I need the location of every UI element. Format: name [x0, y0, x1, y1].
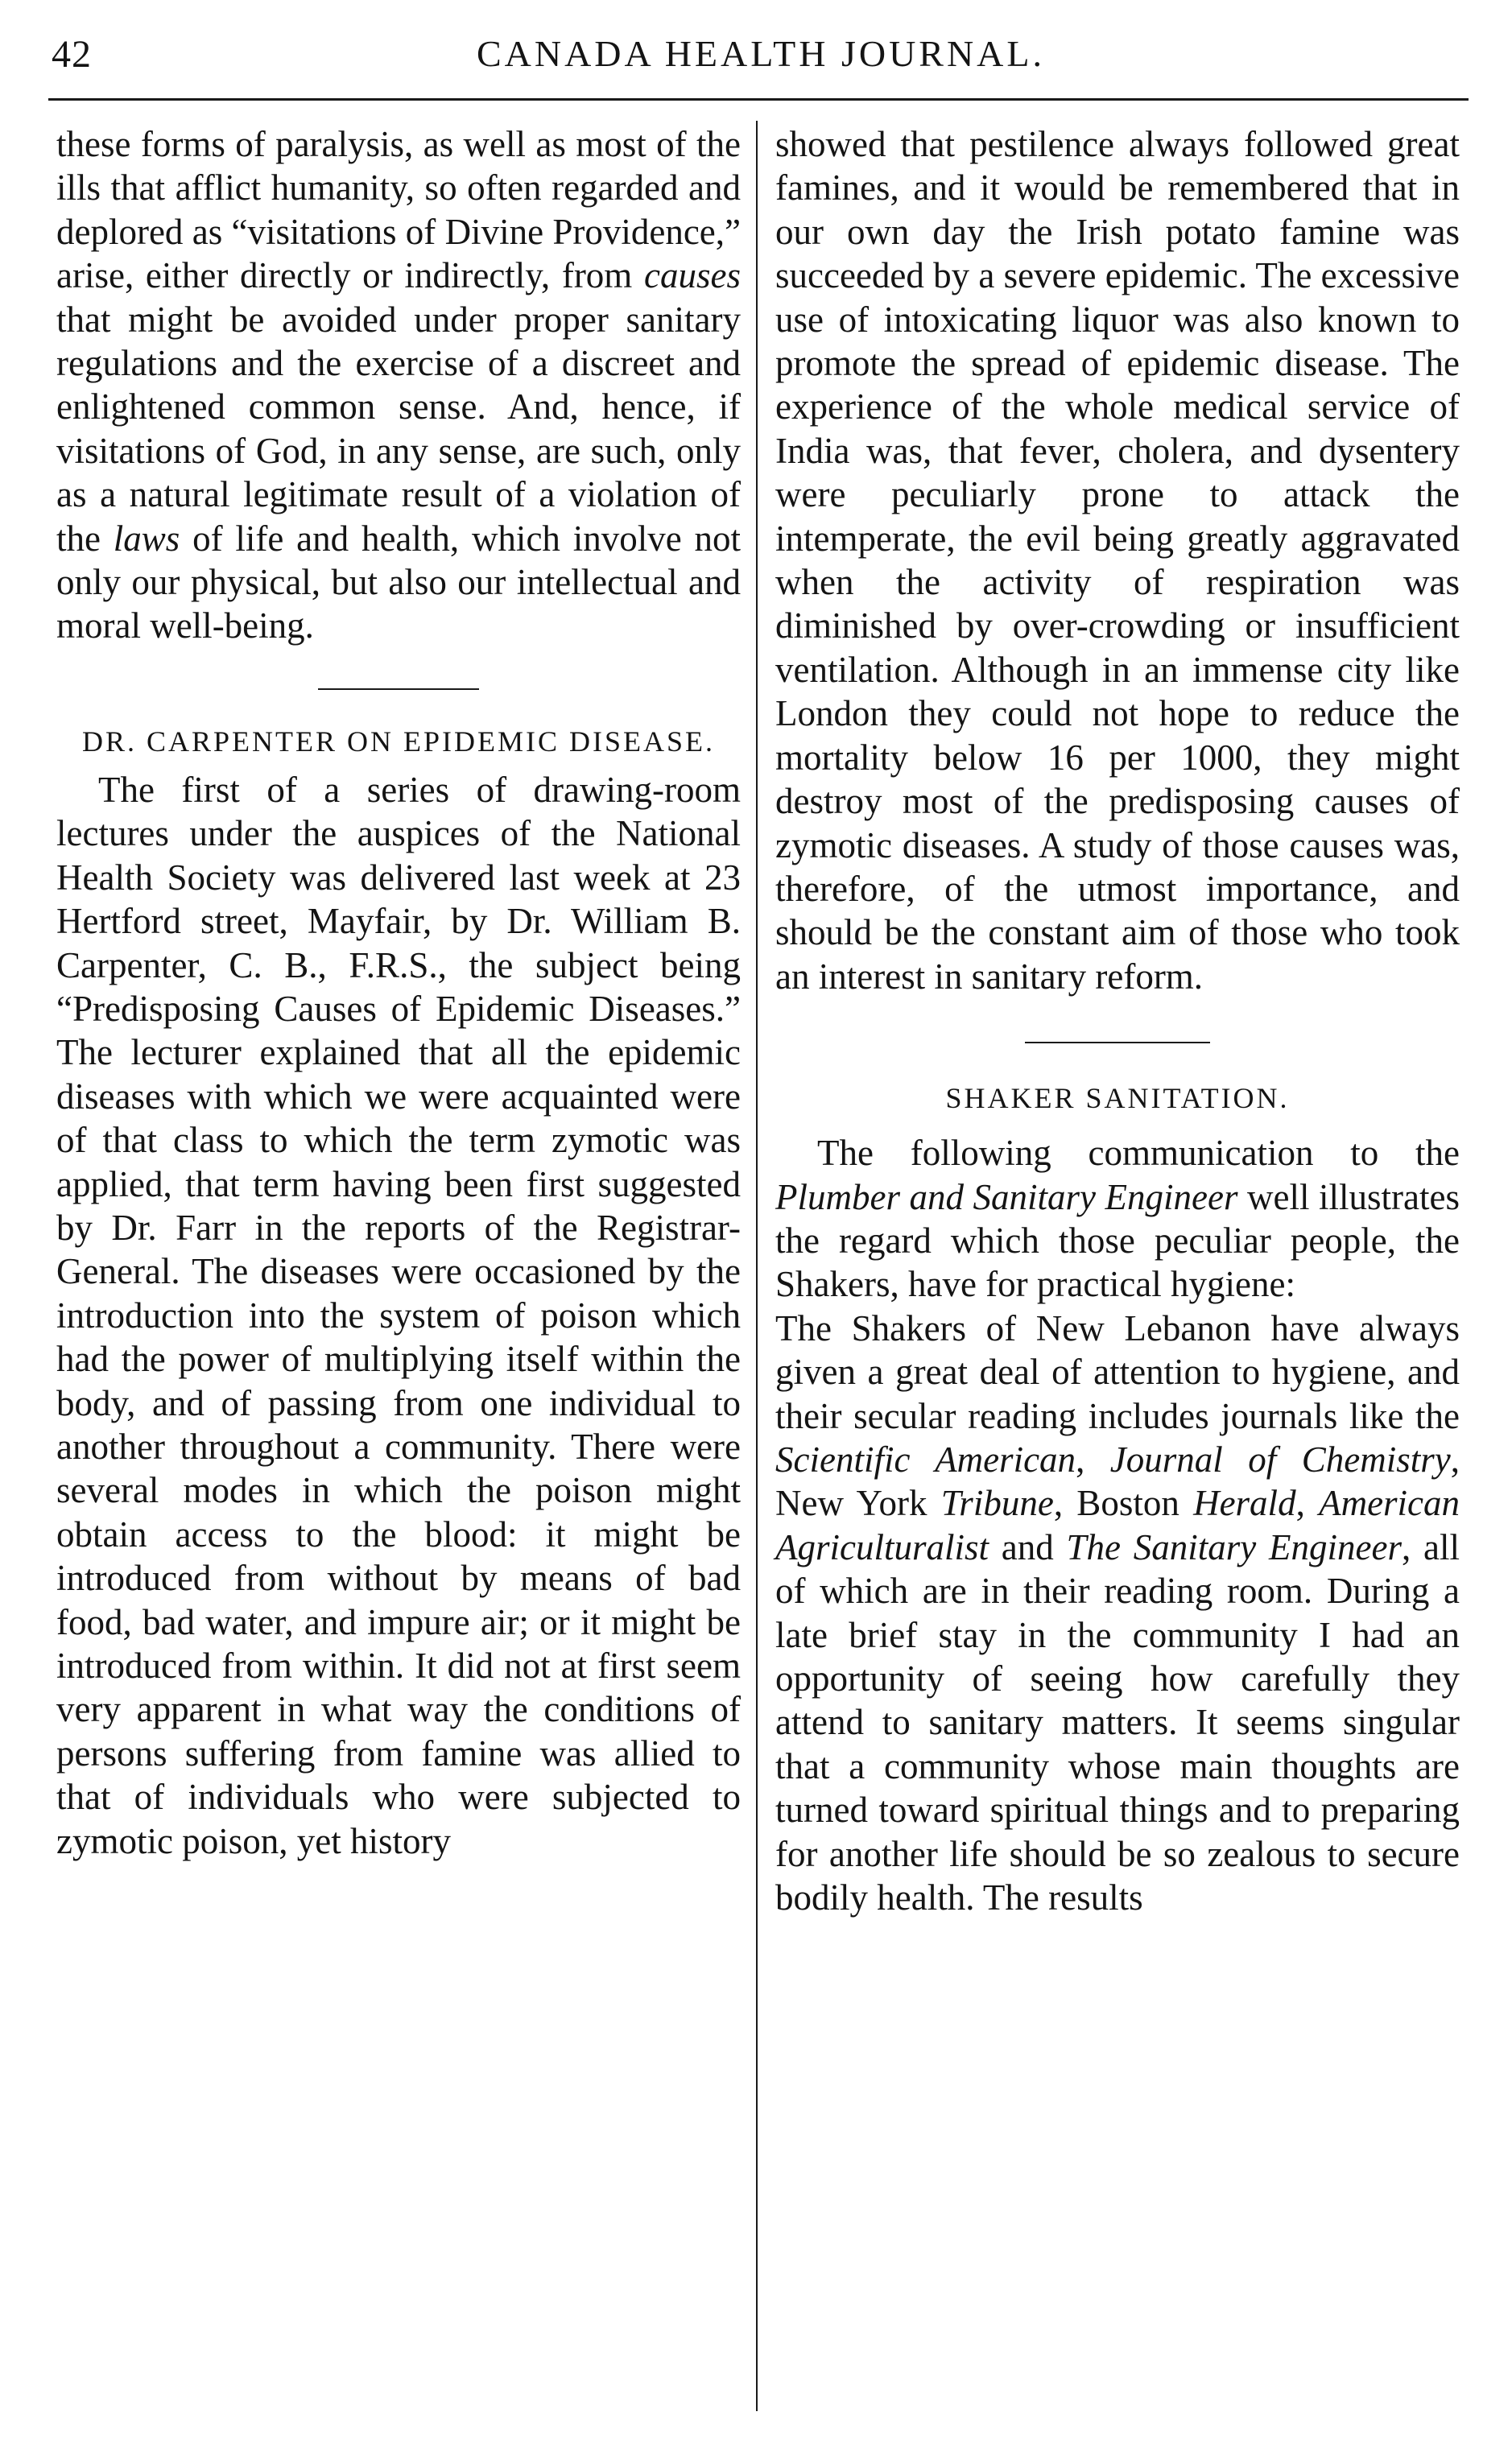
intro-emphasis-laws: laws	[113, 518, 180, 559]
shaker-paragraph-2	[775, 1307, 1460, 1920]
paragraph-text: The Shakers of New Lebanon have always given a great deal of attention to hygiene, and their secular reading includes journals like the	[775, 1307, 1460, 1436]
paragraph-text: and	[989, 1526, 1067, 1567]
column-divider	[756, 121, 758, 2411]
publication-title: The Sanitary Engineer	[1066, 1526, 1402, 1567]
paragraph-text: , Boston	[1053, 1483, 1194, 1524]
paragraph-text: , all of which are in their reading room. During a late brief stay in the community I had an opportunity of seeing how carefully they attend to sanitary matters. It seems singular that a community whose main thoughts are turned toward spiritual things and to preparing for another life should be so zealous to secure bodily health. The results	[775, 1526, 1460, 1918]
section-separator	[1025, 1042, 1210, 1044]
intro-text: of life and health, which involve not only our physical, but also our intellectual and moral well-being.	[56, 518, 741, 646]
publication-title: Journal of Chemistry	[1109, 1439, 1451, 1480]
header-rule	[48, 98, 1469, 101]
publication-title: Scientific American	[775, 1439, 1076, 1480]
publication-title: Plumber and Sanitary Engineer	[775, 1176, 1238, 1217]
paragraph-text: well illustrates the regard which those peculiar people, the Shakers, have for practical hygiene:	[775, 1176, 1460, 1305]
shaker-paragraph-1	[775, 1131, 1460, 1307]
right-column	[775, 122, 1460, 1919]
continuation-paragraph: showed that pestilence always followed great famines, and it would be remembered that in our own day the Irish potato famine was succeeded by a severe epidemic. The excessive use of intoxicating liquor was also known to promote the spread of epidemic disease. The experience of the whole medical service of India was, that fever, cholera, and dysentery were peculiarly prone to attack the intemperate, the evil being greatly aggravated when the activity of respiration was diminished by over-crowding or insufficient ventilation. Although in an immense city like London they could not hope to reduce the mortality below 16 per 1000, they might destroy most of the predisposing causes of zymotic diseases. A study of those causes was, therefore, of the utmost importance, and should be the constant aim of those who took an interest in sanitary reform.	[775, 124, 1460, 997]
intro-paragraph	[56, 122, 741, 648]
intro-emphasis-causes: causes	[644, 255, 741, 296]
publication-title: American Agriculturalist	[775, 1483, 1460, 1567]
article-paragraph: The first of a series of drawing-room lectures under the auspices of the National Health Society was delivered last week at 23 Hertford street, Mayfair, by Dr. William B. Carpenter, C. B., F.R.S., the subject being “Predisposing Causes of Epidemic Diseases.” The lecturer explained that all the epidemic diseases with which we were acquainted were of that class to which the term zymotic was applied, that term having been first suggested by Dr. Farr in the reports of the Registrar-General. The diseases were occasioned by the introduction into the system of poison which had the power of multiplying itself within the body, and of passing from one individual to another throughout a community. There were several modes in which the poison might obtain access to the blood: it might be introduced from without by means of bad food, bad water, and impure air; or it might be introduced from within. It did not at first seem very apparent in what way the conditions of persons suffering from famine was allied to that of individuals who were subjected to zymotic poison, yet history	[56, 769, 741, 1861]
article-heading-carpenter: DR. CARPENTER ON EPIDEMIC DISEASE.	[81, 725, 716, 758]
article-heading-shaker: SHAKER SANITATION.	[945, 1082, 1290, 1115]
publication-title: Herald	[1193, 1483, 1296, 1524]
journal-title: CANADA HEALTH JOURNAL.	[476, 33, 1046, 74]
paragraph-text: , New York	[775, 1439, 1460, 1524]
paragraph-text: The following communication to the	[817, 1133, 1460, 1174]
page-number: 42	[52, 33, 92, 76]
section-separator	[318, 688, 479, 691]
paragraph-text: ,	[1295, 1483, 1320, 1524]
running-head	[48, 29, 1473, 90]
intro-text: that might be avoided under proper sanitary regulations and the exercise of a discreet and enlightened common sense. And, hence, if visitations of God, in any sense, are such, only as a natural legitimate result of a violation of the	[56, 299, 741, 559]
publication-title: Tribune	[940, 1483, 1054, 1524]
left-column	[56, 122, 741, 1863]
paragraph-text: ,	[1076, 1439, 1110, 1480]
intro-text: these forms of paralysis, as well as most of the ills that afflict humanity, so often regarded and deplored as “visitations of Divine Providence,” arise, either directly or indirectly, from	[56, 124, 741, 296]
